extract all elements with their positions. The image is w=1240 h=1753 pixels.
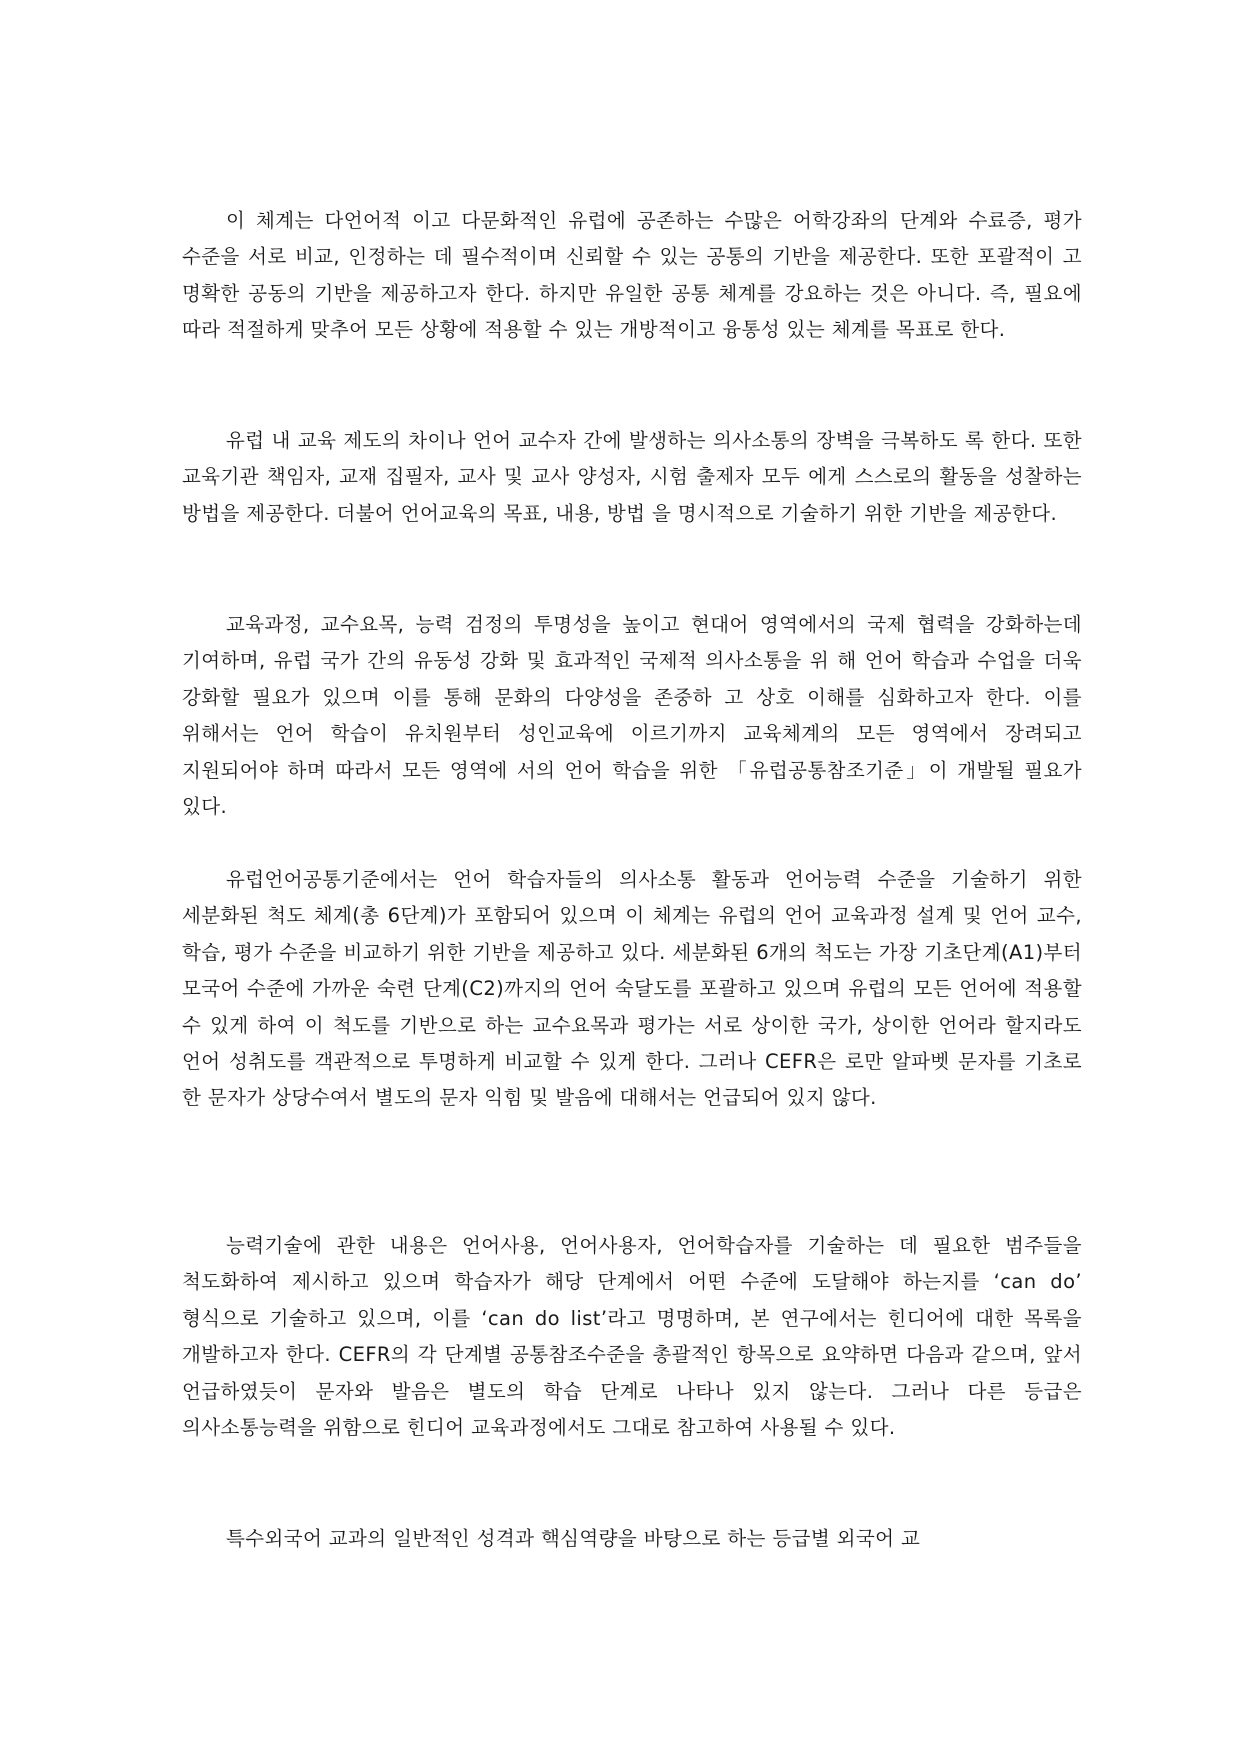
paragraph-6: 특수외국어 교과의 일반적인 성격과 핵심역량을 바탕으로 하는 등급별 외국어 교 [226, 1527, 921, 1550]
paragraph-5: 능력기술에 관한 내용은 언어사용, 언어사용자, 언어학습자를 기술하는 데 필요한 범주들을 척도화하여 제시하고 있으며 학습자가 해당 단계에서 어떤 수준에 도달해야 하는지를 ‘can do’ 형식으로 기술하고 있으며, 이를 ‘can do list’라고 명명하며, 본 연구에서는 힌디어에 대한 목록을 개발하고자 한다. CEFR의 각 단계별 공통참조수준을 총괄적인 항목으로 요약하면 다음과 같으며, 앞서 언급하였듯이 문자와 발음은 별도의 학습 단계로 나타나 있지 않는다. 그러나 다른 등급은 의사소통능력을 위함으로 힌디어 교육과정에서도 그대로 참고하여 사용될 수 있다. [182, 1234, 1082, 1440]
paragraph-4: 유럽언어공통기준에서는 언어 학습자들의 의사소통 활동과 언어능력 수준을 기술하기 위한 세분화된 척도 체계(총 6단계)가 포함되어 있으며 이 체계는 유럽의 언어 교육과정 설계 및 언어 교수, 학습, 평가 수준을 비교하기 위한 기반을 제공하고 있다. 세분화된 6개의 척도는 가장 기초단계(A1)부터 모국어 수준에 가까운 숙련 단계(C2)까지의 언어 숙달도를 포괄하고 있으며 유럽의 모든 언어에 적용할 수 있게 하여 이 척도를 기반으로 하는 교수요목과 평가는 서로 상이한 국가, 상이한 언어라 할지라도 언어 성취도를 객관적으로 투명하게 비교할 수 있게 한다. 그러나 CEFR은 로만 알파벳 문자를 기초로 한 문자가 상당수여서 별도의 문자 익힘 및 발음에 대해서는 언급되어 있지 않다. [182, 868, 1083, 1110]
paragraph-1: 이 체계는 다언어적 이고 다문화적인 유럽에 공존하는 수많은 어학강좌의 단계와 수료증, 평가 수준을 서로 비교, 인정하는 데 필수적이며 신뢰할 수 있는 공통의 기반을 제공한다. 또한 포괄적이 고 명확한 공동의 기반을 제공하고자 한다. 하지만 유일한 공통 체계를 강요하는 것은 아니다. 즉, 필요에 따라 적절하게 맞추어 모든 상황에 적용할 수 있는 개방적이고 융통성 있는 체계를 목표로 한다. [182, 209, 1082, 342]
paragraph-2: 유럽 내 교육 제도의 차이나 언어 교수자 간에 발생하는 의사소통의 장벽을 극복하도 록 한다. 또한 교육기관 책임자, 교재 집필자, 교사 및 교사 양성자, 시험 출제자 모두 에게 스스로의 활동을 성찰하는 방법을 제공한다. 더불어 언어교육의 목표, 내용, 방법 을 명시적으로 기술하기 위한 기반을 제공한다. [182, 429, 1082, 525]
paragraph-3: 교육과정, 교수요목, 능력 검정의 투명성을 높이고 현대어 영역에서의 국제 협력을 강화하는데 기여하며, 유럽 국가 간의 유동성 강화 및 효과적인 국제적 의사소통을 위 해 언어 학습과 수업을 더욱 강화할 필요가 있으며 이를 통해 문화의 다양성을 존중하 고 상호 이해를 심화하고자 한다. 이를 위해서는 언어 학습이 유치원부터 성인교육에 이르기까지 교육체계의 모든 영역에서 장려되고 지원되어야 하며 따라서 모든 영역에 서의 언어 학습을 위한 「유럽공통참조기준」이 개발될 필요가 있다. [182, 613, 1082, 819]
